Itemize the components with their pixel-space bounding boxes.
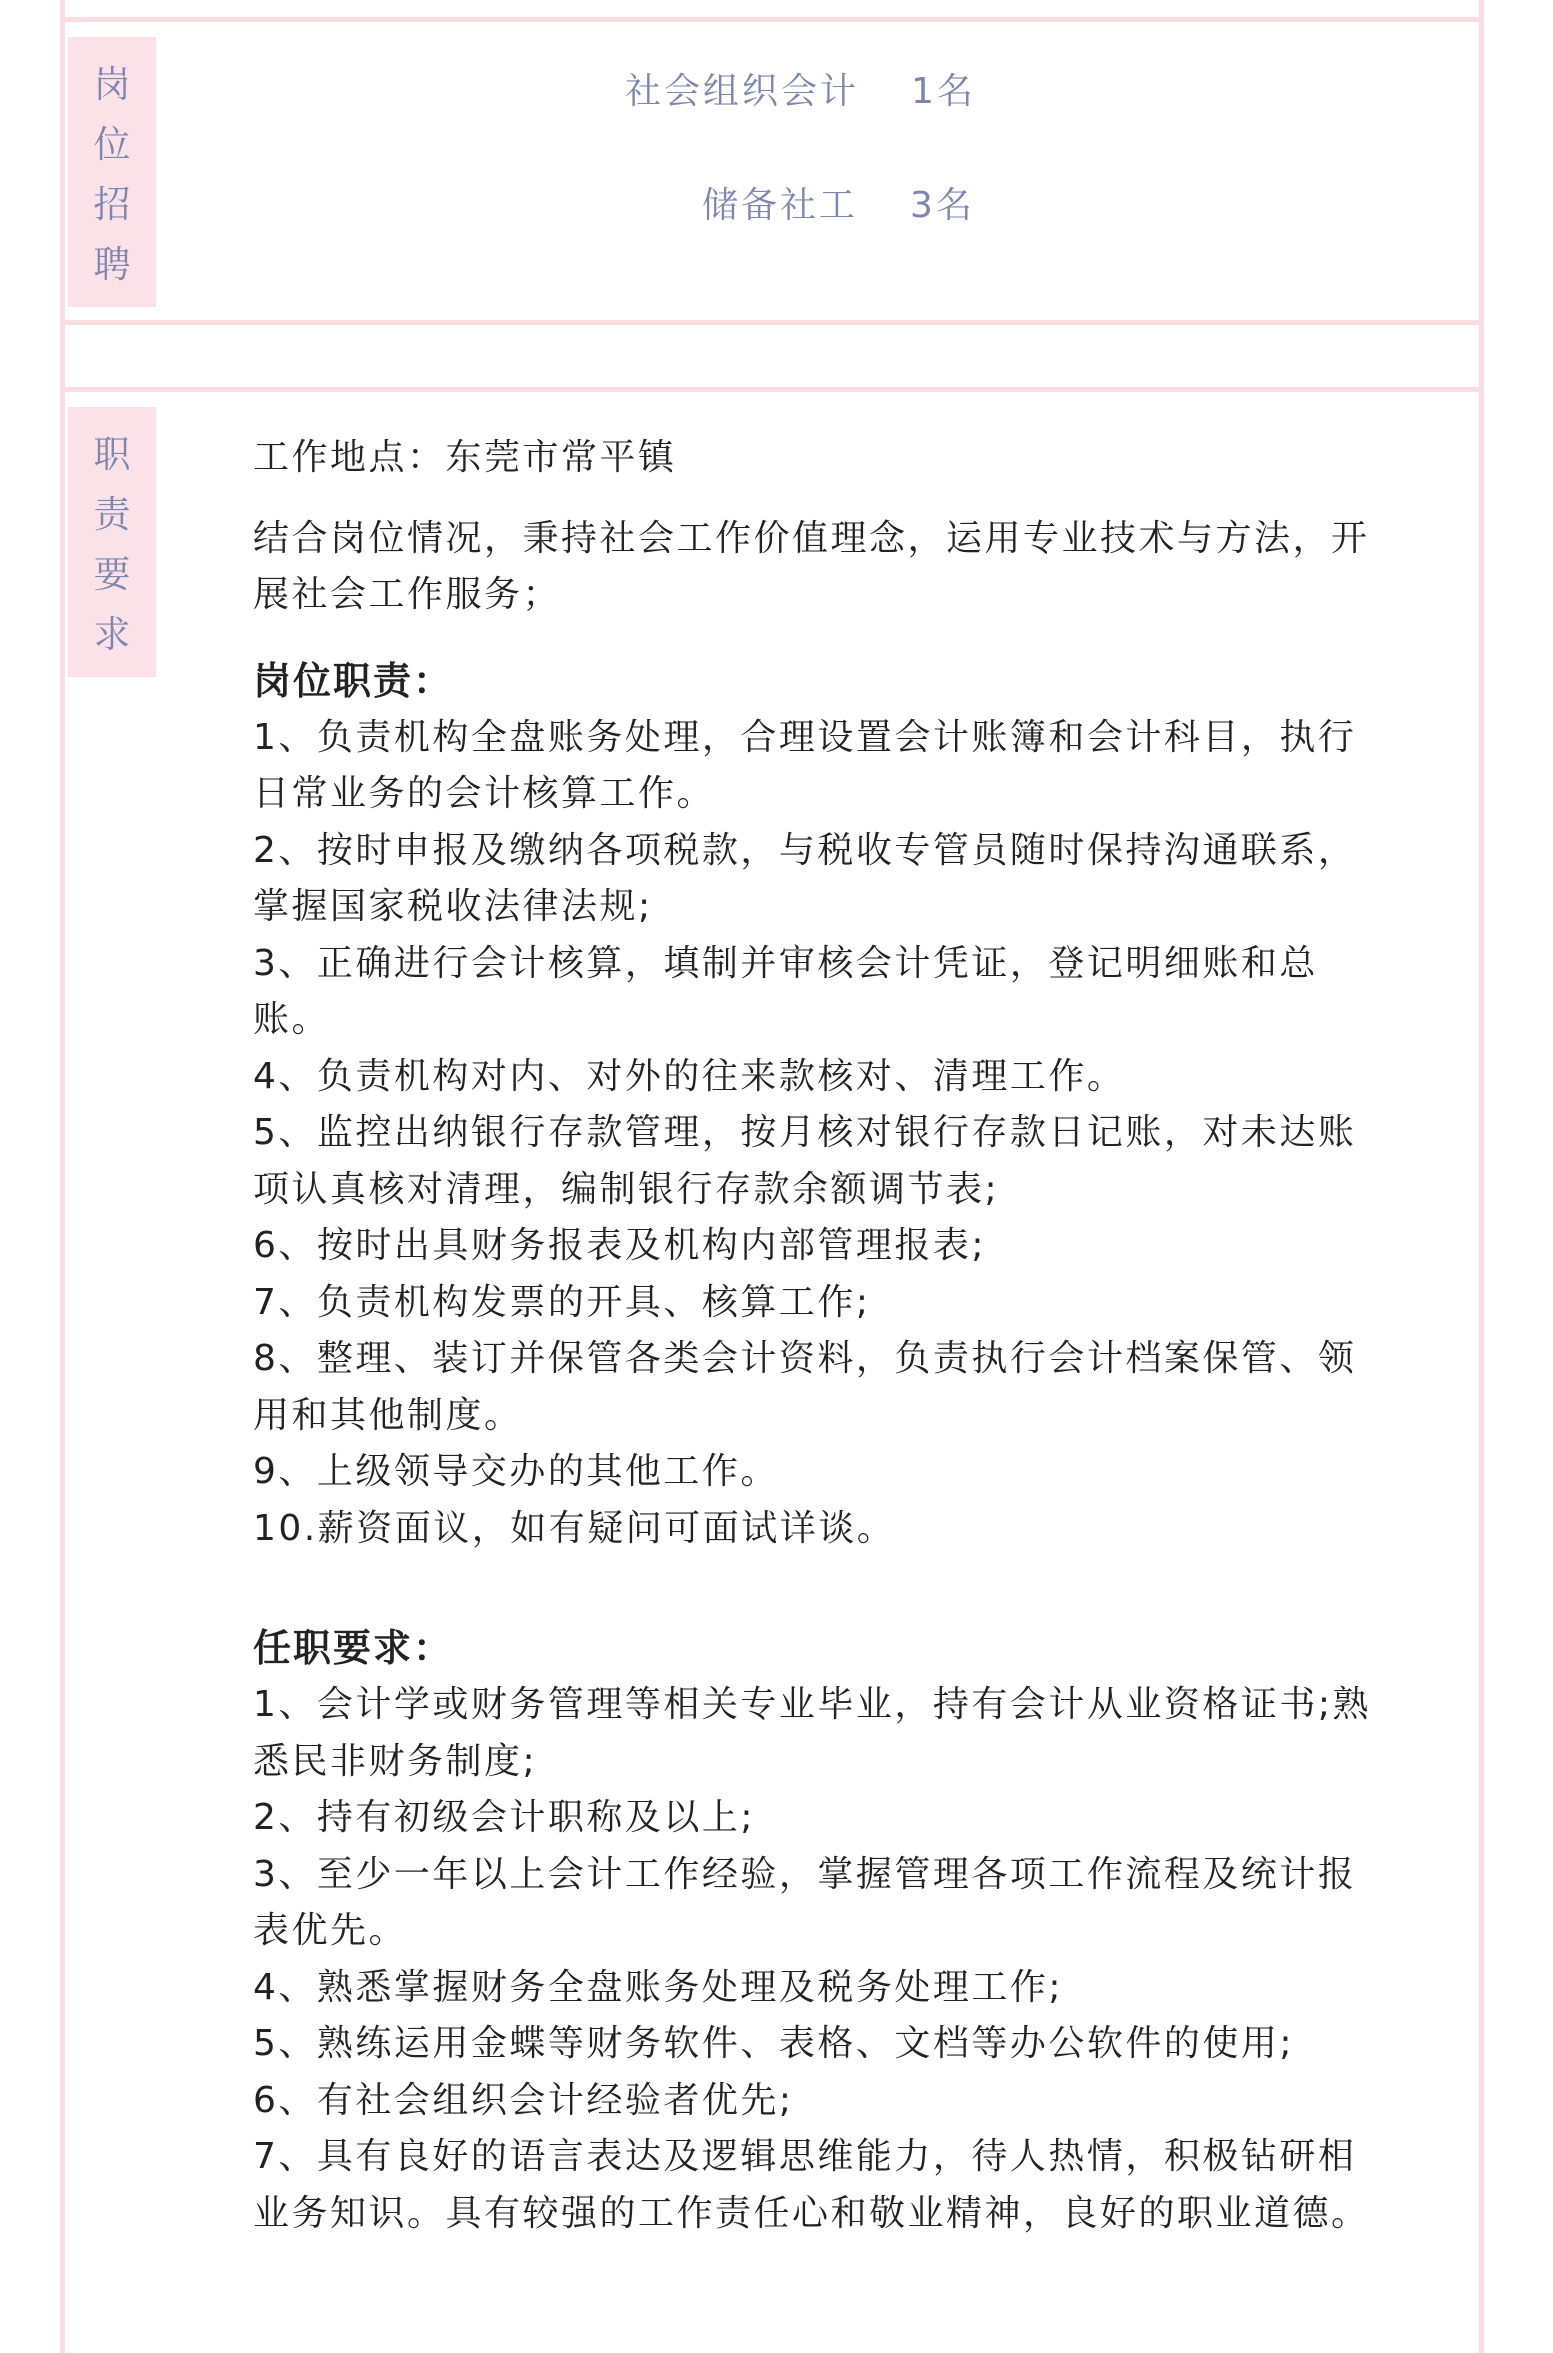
frame-divider-middle-2 — [60, 387, 1484, 392]
list-line: 4、负责机构对内、对外的往来款核对、清理工作。 — [253, 1055, 1126, 1097]
duties-list — [253, 710, 1443, 1558]
list-line: 7、负责机构发票的开具、核算工作; — [253, 1281, 871, 1323]
tab-char: 求 — [93, 613, 131, 656]
tab-char: 聘 — [93, 243, 131, 286]
list-line: 6、有社会组织会计经验者优先; — [253, 2079, 794, 2121]
list-line: 6、按时出具财务报表及机构内部管理报表; — [253, 1225, 987, 1266]
list-line: 2、按时申报及缴纳各项税款，与税收专管员随时保持沟通联系， — [253, 829, 1357, 871]
tab-char: 岗 — [93, 63, 131, 106]
tab-char: 位 — [93, 123, 131, 166]
frame-left-border — [60, 0, 65, 2353]
list-line: 1、负责机构全盘账务处理，合理设置会计账簿和会计科目，执行 — [253, 716, 1357, 758]
position-name: 储备社工 — [702, 184, 859, 226]
summary-line: 结合岗位情况，秉持社会工作价值理念，运用专业技术与方法，开 — [253, 517, 1370, 559]
summary-line: 展社会工作服务； — [253, 574, 562, 615]
position-count: 1名 — [911, 70, 976, 112]
duties-heading: 岗位职责： — [253, 658, 454, 703]
frame-right-border — [1479, 0, 1484, 2353]
list-line: 掌握国家税收法律法规; — [253, 886, 653, 927]
list-line: 9、上级领导交办的其他工作。 — [253, 1451, 779, 1492]
requirements-list — [253, 1677, 1443, 2242]
list-line: 7、具有良好的语言表达及逻辑思维能力，待人热情，积极钻研相 — [253, 2136, 1357, 2177]
list-line: 1、会计学或财务管理等相关专业毕业，持有会计从业资格证书;熟 — [253, 1684, 1372, 1725]
job-description — [253, 430, 1443, 2242]
list-line: 表优先。 — [253, 1910, 408, 1951]
section-tab-duties — [68, 402, 156, 677]
list-line: 账。 — [253, 999, 331, 1040]
frame-divider-middle-1 — [60, 320, 1484, 325]
section-tab-recruit — [68, 32, 156, 307]
position-item — [625, 58, 1225, 118]
list-line: 业务知识。具有较强的工作责任心和敬业精神，良好的职业道德。 — [253, 2192, 1370, 2234]
list-line: 用和其他制度。 — [253, 1394, 523, 1436]
position-item — [702, 172, 1302, 232]
tab-char: 要 — [93, 553, 131, 596]
list-line: 8、整理、装订并保管各类会计资料，负责执行会计档案保管、领 — [253, 1338, 1357, 1379]
tab-char: 招 — [93, 183, 131, 226]
list-line: 日常业务的会计核算工作。 — [253, 773, 716, 814]
requirements-heading: 任职要求： — [253, 1626, 454, 1670]
list-line: 3、正确进行会计核算，填制并审核会计凭证，登记明细账和总 — [253, 942, 1318, 984]
list-line: 3、至少一年以上会计工作经验，掌握管理各项工作流程及统计报 — [253, 1853, 1357, 1895]
list-line: 2、持有初级会计职称及以上; — [253, 1797, 756, 1838]
position-name: 社会组织会计 — [625, 70, 860, 112]
tab-char: 责 — [93, 493, 131, 536]
list-line: 5、监控出纳银行存款管理，按月核对银行存款日记账，对未达账 — [253, 1112, 1357, 1153]
list-line: 悉民非财务制度; — [253, 1740, 538, 1782]
list-line: 项认真核对清理，编制银行存款余额调节表; — [253, 1168, 1000, 1210]
list-line: 10.薪资面议，如有疑问可面试详谈。 — [253, 1507, 896, 1549]
work-location: 工作地点：东莞市常平镇 — [253, 437, 677, 478]
tab-char: 职 — [93, 433, 131, 476]
position-count: 3名 — [910, 184, 975, 226]
list-line: 5、熟练运用金蝶等财务软件、表格、文档等办公软件的使用; — [253, 2023, 1295, 2064]
list-line: 4、熟悉掌握财务全盘账务处理及税务处理工作; — [253, 1966, 1064, 2008]
frame-divider-top — [60, 17, 1484, 22]
